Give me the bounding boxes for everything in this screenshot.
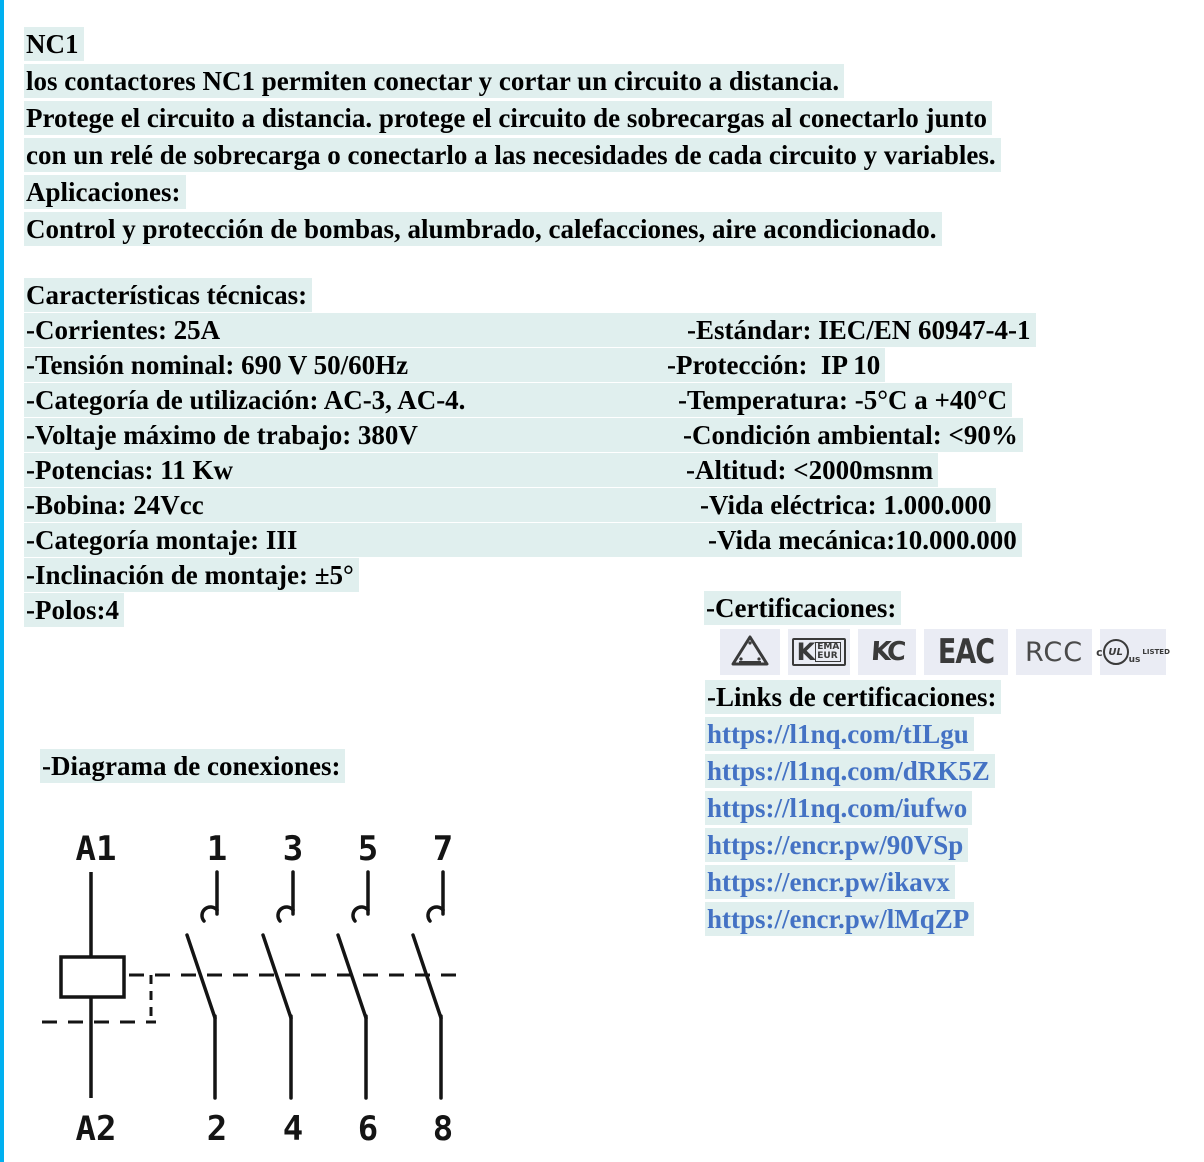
terminal-7-label: 7 — [432, 829, 454, 869]
cert-link[interactable]: https://encr.pw/ikavx — [707, 867, 950, 897]
terminal-2-label: 2 — [206, 1109, 228, 1149]
certifications-label: -Certificaciones: — [704, 591, 901, 625]
terminal-a2-label: A2 — [75, 1109, 117, 1149]
cert-link-line — [705, 827, 1166, 864]
kema-k-letter: K — [796, 638, 816, 666]
cert-link[interactable]: https://encr.pw/lMqZP — [707, 904, 970, 934]
spec-row — [24, 488, 1204, 523]
spec-left: -Bobina: 24Vcc — [26, 490, 204, 520]
kema-bottom-text: EUR — [817, 651, 838, 661]
cert-link[interactable]: https://encr.pw/90VSp — [707, 830, 964, 860]
spec-right: -Condición ambiental: <90% — [683, 420, 1018, 450]
intro-line — [24, 137, 1204, 174]
terminal-1-label: 1 — [206, 829, 228, 869]
applications-heading-line — [24, 174, 1204, 211]
kema-top-text: EMA — [817, 642, 840, 652]
kema-keur-logo — [788, 629, 850, 675]
specs-section — [4, 278, 1204, 628]
spec-row — [24, 558, 1204, 593]
spec-left: -Corrientes: 25A — [26, 315, 221, 345]
spec-right: -Estándar: IEC/EN 60947-4-1 — [687, 315, 1031, 345]
spec-row — [24, 348, 1204, 383]
cert-link-line — [705, 901, 1166, 938]
eac-mark-text: EAC — [937, 632, 995, 672]
spec-right: -Protección: IP 10 — [667, 350, 881, 380]
intro-text: los contactores NC1 permiten conectar y cortar un circuito a distancia. — [24, 64, 844, 98]
cert-logos-row — [720, 629, 1170, 675]
spec-right: -Altitud: <2000msnm — [686, 455, 934, 485]
kc-mark-text: KC — [869, 637, 905, 667]
ul-c-text: c — [1096, 645, 1103, 659]
specs-title: Características técnicas: — [24, 278, 312, 312]
contact-hook — [278, 907, 293, 921]
product-title-line — [24, 26, 1204, 63]
spec-left: -Inclinación de montaje: ±5° — [24, 558, 359, 592]
spec-left: -Polos:4 — [24, 593, 124, 627]
blank-gap — [4, 248, 1204, 278]
intro-section — [4, 0, 1204, 248]
contact-hook — [353, 907, 368, 921]
contact-poles — [187, 872, 443, 1098]
spec-row — [24, 383, 1204, 418]
contact-hook — [202, 907, 217, 921]
intro-text: Protege el circuito a distancia. protege el circuito de sobrecargas al conectarlo junto — [24, 101, 992, 135]
spec-left: -Categoría montaje: III — [26, 525, 298, 555]
spec-left: -Voltaje máximo de trabajo: 380V — [26, 420, 418, 450]
eac-logo — [924, 629, 1008, 675]
coil-rect — [61, 957, 124, 997]
intro-line — [24, 100, 1204, 137]
ul-us-text: us — [1128, 655, 1141, 665]
rcc-logo — [1016, 629, 1092, 675]
spec-right: -Temperatura: -5°C a +40°C — [678, 385, 1008, 415]
applications-line — [24, 211, 1204, 248]
kc-logo — [858, 629, 916, 675]
ul-circle-icon: UL — [1103, 639, 1129, 665]
spec-right: -Vida eléctrica: 1.000.000 — [700, 490, 992, 520]
pole-2 — [263, 872, 293, 1098]
coil-branch — [61, 872, 124, 1098]
terminal-labels — [76, 829, 454, 1149]
spec-row — [24, 523, 1204, 558]
cert-link-line — [705, 753, 1166, 790]
specs-title-line — [24, 278, 1204, 313]
spec-left: -Categoría de utilización: AC-3, AC-4. — [26, 385, 466, 415]
terminal-8-label: 8 — [432, 1109, 454, 1149]
contact-hook — [428, 907, 443, 921]
terminal-5-label: 5 — [357, 829, 379, 869]
spec-row — [24, 453, 1204, 488]
cert-link[interactable]: https://l1nq.com/iufwo — [707, 793, 968, 823]
spec-left: -Tensión nominal: 690 V 50/60Hz — [26, 350, 409, 380]
product-title: NC1 — [24, 27, 84, 61]
pole-3 — [338, 872, 368, 1098]
cert-link-line — [705, 716, 1166, 753]
diagram-label: -Diagrama de conexiones: — [40, 749, 345, 783]
cert-link-line — [705, 790, 1166, 827]
spec-row — [24, 418, 1204, 453]
vde-logo — [720, 629, 780, 675]
vde-triangle-icon — [731, 634, 769, 670]
applications-text: Control y protección de bombas, alumbrado, calefacciones, aire acondicionado. — [24, 212, 942, 246]
cert-link-line — [705, 864, 1166, 901]
cert-link[interactable]: https://l1nq.com/dRK5Z — [707, 756, 990, 786]
terminal-3-label: 3 — [282, 829, 304, 869]
certifications-label-line — [704, 591, 1166, 626]
pole-4 — [413, 872, 443, 1098]
terminal-4-label: 4 — [282, 1109, 304, 1149]
intro-line — [24, 63, 1204, 100]
contactor-schematic — [34, 810, 474, 1155]
links-section — [704, 679, 1166, 938]
links-label-line — [705, 679, 1166, 716]
spec-left: -Potencias: 11 Kw — [26, 455, 233, 485]
diagram-label-line — [40, 748, 345, 785]
ul-listed-text: LISTED — [1142, 648, 1170, 656]
terminal-6-label: 6 — [357, 1109, 379, 1149]
cert-link[interactable]: https://l1nq.com/tILgu — [707, 719, 969, 749]
intro-text: con un relé de sobrecarga o conectarlo a las necesidades de cada circuito y variables. — [24, 138, 1001, 172]
certifications-section — [704, 591, 1170, 938]
terminal-a1-label: A1 — [75, 829, 117, 869]
links-label: -Links de certificaciones: — [705, 680, 1001, 714]
rcc-mark-text: RCC — [1024, 636, 1084, 668]
spec-row — [24, 313, 1204, 348]
ul-listed-logo — [1096, 629, 1170, 675]
spec-right: -Vida mecánica:10.000.000 — [708, 525, 1017, 555]
pole-1 — [187, 872, 217, 1098]
applications-heading: Aplicaciones: — [24, 175, 186, 209]
connection-diagram — [34, 810, 474, 1162]
